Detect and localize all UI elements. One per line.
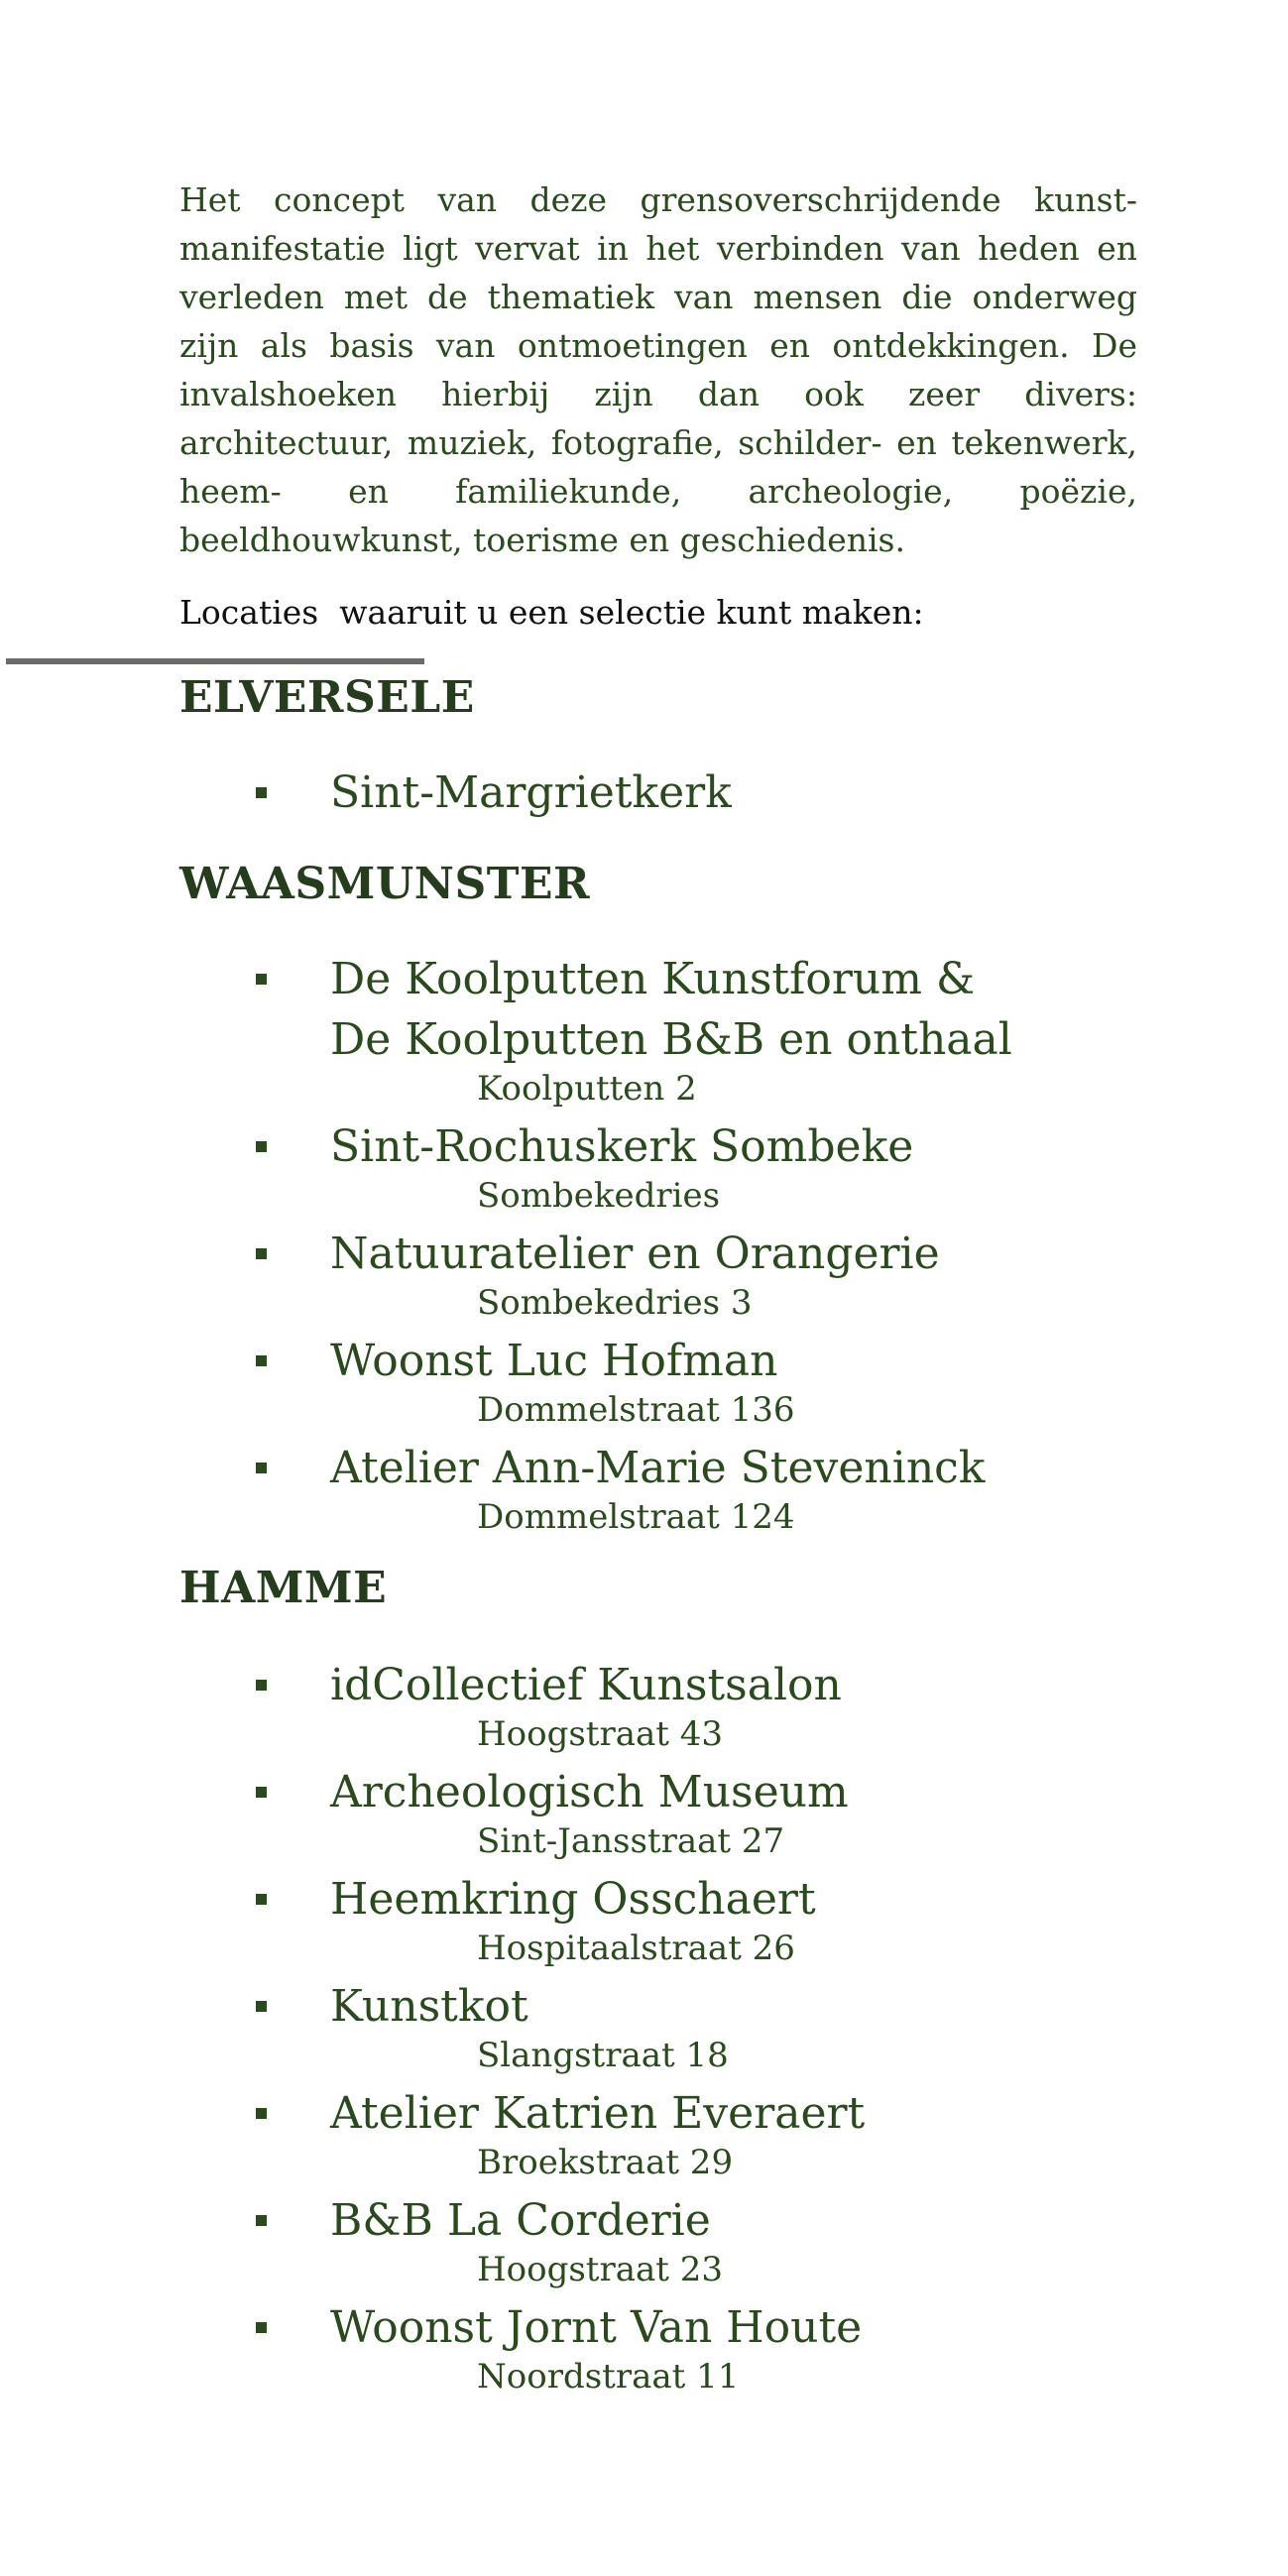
list-item: [0, 1762, 1288, 1864]
list-item: [0, 1331, 1288, 1433]
bullet-icon: [256, 2108, 267, 2119]
list-item: [0, 1869, 1288, 1971]
list-item: [0, 1655, 1288, 1757]
bullet-icon: [256, 2001, 267, 2012]
list-item: [0, 1976, 1288, 2078]
list-item: [0, 1116, 1288, 1219]
list-item: [0, 1224, 1288, 1326]
list-item: [0, 2297, 1288, 2400]
location-name: Kunstkot: [330, 1981, 528, 2032]
location-name-line2: De Koolputten B&B en onthaal: [330, 1014, 1012, 1065]
location-list-hamme: [0, 1655, 1288, 2404]
location-name: Archeologisch Museum: [330, 1767, 849, 1817]
bullet-icon: [256, 2215, 267, 2226]
location-address: Hoogstraat 43: [477, 1714, 723, 1754]
location-address: Sombekedries: [477, 1176, 721, 1216]
location-list-waasmunster: [0, 949, 1288, 1545]
location-address: Hospitaalstraat 26: [477, 1929, 795, 1968]
section-title-elversele: ELVERSELE: [179, 672, 475, 723]
bullet-icon: [256, 787, 267, 798]
location-list-elversele: [0, 762, 1288, 823]
location-address: Sint-Jansstraat 27: [477, 1821, 785, 1861]
list-item: [0, 762, 1288, 823]
location-address: Broekstraat 29: [477, 2143, 734, 2182]
list-item: [0, 2190, 1288, 2292]
location-address: Sombekedries 3: [477, 1283, 753, 1323]
location-name: B&B La Corderie: [330, 2195, 711, 2246]
bullet-icon: [256, 1463, 267, 1473]
location-address: Dommelstraat 124: [477, 1497, 795, 1537]
location-name: Atelier Ann-Marie Steveninck: [330, 1443, 986, 1493]
location-name: Woonst Luc Hofman: [330, 1336, 778, 1386]
bullet-icon: [256, 974, 267, 985]
list-item: [0, 949, 1288, 1112]
location-address: Koolputten 2: [477, 1069, 697, 1109]
list-item: [0, 1438, 1288, 1540]
location-address: Dommelstraat 136: [477, 1390, 795, 1430]
location-name: Atelier Katrien Everaert: [330, 2088, 866, 2139]
location-name: Sint-Margrietkerk: [330, 767, 732, 818]
section-title-waasmunster: WAASMUNSTER: [179, 859, 591, 909]
section-title-hamme: HAMME: [179, 1563, 388, 1613]
bullet-icon: [256, 1894, 267, 1905]
location-name: Woonst Jornt Van Houte: [330, 2302, 863, 2353]
location-name: Natuuratelier en Orangerie: [330, 1229, 940, 1279]
location-address: Hoogstraat 23: [477, 2250, 723, 2289]
intro-paragraph: Het concept van deze grensoverschrijdende kunstmanifestatie ligt vervat in het verbinden van heden en verleden met de thematiek van mensen die onderweg zijn als basis van ontmoetingen en ontdekkingen. De invalshoeken hierbij zijn dan ook zeer divers: architectuur, muziek, fotografie, schilder- en tekenwerk, heem- en familiekunde, archeologie, poëzie, beeldhouwkunst, toerisme en geschiedenis.: [179, 180, 1137, 559]
location-address: Slangstraat 18: [477, 2036, 729, 2075]
location-name: idCollectief Kunstsalon: [330, 1660, 842, 1710]
location-address: Noordstraat 11: [477, 2357, 740, 2397]
section-divider: [6, 658, 424, 664]
list-item: [0, 2083, 1288, 2185]
bullet-icon: [256, 1141, 267, 1152]
location-name: Heemkring Osschaert: [330, 1874, 816, 1925]
bullet-icon: [256, 1355, 267, 1366]
location-name: Sint-Rochuskerk Sombeke: [330, 1121, 914, 1172]
bullet-icon: [256, 1787, 267, 1798]
bullet-icon: [256, 2322, 267, 2333]
bullet-icon: [256, 1248, 267, 1259]
bullet-icon: [256, 1680, 267, 1691]
locations-lead: Locaties waaruit u een selectie kunt maken:: [179, 593, 924, 632]
location-name: De Koolputten Kunstforum &: [330, 954, 976, 1004]
